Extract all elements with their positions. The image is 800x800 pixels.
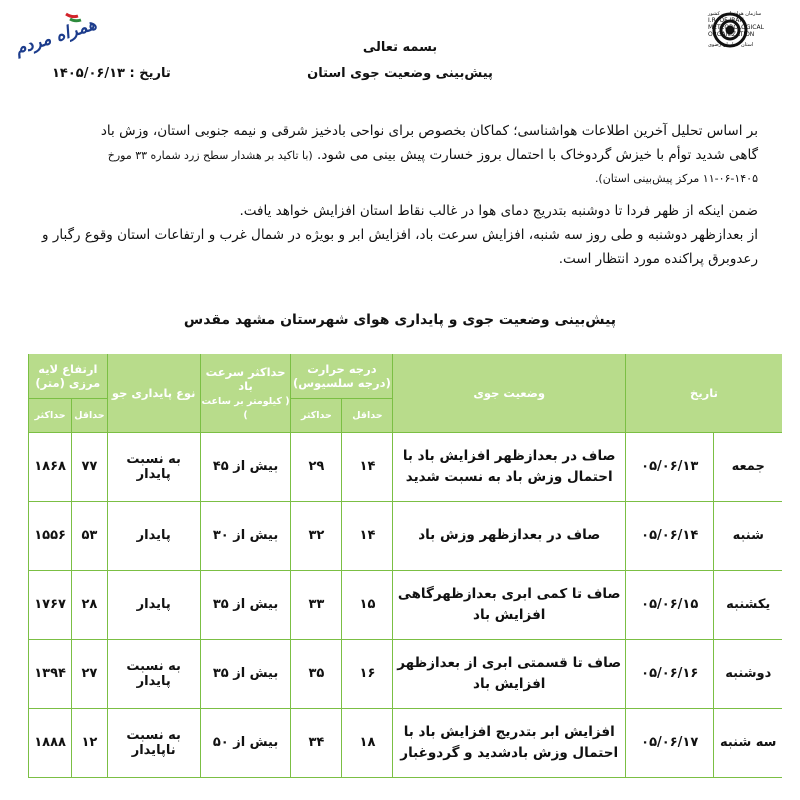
header-temp-min: حداقل <box>342 398 393 432</box>
wind-cell: بیش از ۳۰ <box>200 501 291 570</box>
p1-line-2: گاهی شدید توأم با خیزش گردوخاک با احتمال بروز خسارت پیش بینی می شود. <box>317 146 758 163</box>
svg-text:استان خراسان رضوی: استان خراسان رضوی <box>708 42 754 48</box>
table-row <box>29 432 783 501</box>
date-value: ۱۴۰۵/۰۶/۱۳ <box>52 66 125 81</box>
report-date <box>52 66 171 81</box>
forecast-paragraph-2: ضمن اینکه از ظهر فردا تا دوشنبه بتدریج دمای هوا در غالب نقاط استان افزایش خواهد یافت. <box>239 203 758 219</box>
layer-max-cell: ۱۷۶۷ <box>29 570 72 639</box>
date-cell: ۰۵/۰۶/۱۷ <box>625 708 713 777</box>
day-cell: یکشنبه <box>714 570 782 639</box>
header-wind-label: حداکثر سرعت باد <box>205 364 286 393</box>
temp-min-cell: ۱۸ <box>342 708 393 777</box>
layer-max-cell: ۱۸۸۸ <box>29 708 72 777</box>
bismillah-heading: بسمه تعالی <box>362 40 438 55</box>
p3-line-2: رعدوبرق پراکنده مورد انتظار است. <box>558 250 758 267</box>
layer-min-cell: ۲۷ <box>72 639 107 708</box>
temp-max-cell: ۳۳ <box>291 570 342 639</box>
stability-cell: به نسبت پایدار <box>107 432 200 501</box>
condition-cell: افزایش ابر بتدریج افزایش باد با احتمال وزش بادشدید و گردوغبار <box>393 708 626 777</box>
header-temp-max: حداکثر <box>291 398 342 432</box>
date-label: تاریخ : <box>129 66 171 81</box>
day-cell: سه شنبه <box>714 708 782 777</box>
forecast-paragraph-3 <box>42 224 758 271</box>
layer-max-cell: ۱۵۵۶ <box>29 501 72 570</box>
layer-max-cell: ۱۳۹۴ <box>29 639 72 708</box>
header-condition: وضعیت جوی <box>393 354 626 432</box>
day-cell: دوشنبه <box>714 639 782 708</box>
wind-cell: بیش از ۵۰ <box>200 708 291 777</box>
stability-cell: به نسبت ناپایدار <box>107 708 200 777</box>
temp-min-cell: ۱۵ <box>342 570 393 639</box>
date-cell: ۰۵/۰۶/۱۶ <box>625 639 713 708</box>
header-temperature <box>291 354 393 398</box>
forecast-table <box>28 354 782 778</box>
forecast-paragraph-1 <box>42 120 758 191</box>
svg-text:سازمان هواشناسی کشور: سازمان هواشناسی کشور <box>708 11 762 17</box>
header-temp-label: درجه حرارت <box>307 361 377 376</box>
temp-max-cell: ۳۵ <box>291 639 342 708</box>
wind-cell: بیش از ۴۵ <box>200 432 291 501</box>
date-cell: ۰۵/۰۶/۱۴ <box>625 501 713 570</box>
table-row <box>29 639 783 708</box>
header-wind-unit: ( کیلومتر بر ساعت ) <box>201 395 290 421</box>
page-title: پیش‌بینی وضعیت جوی استان <box>307 66 493 81</box>
header-temp-unit: (درجه سلسیوس) <box>293 375 391 390</box>
wind-cell: بیش از ۳۵ <box>200 570 291 639</box>
svg-text:همراه مردم: همراه مردم <box>12 14 100 60</box>
header-layer-max: حداکثر <box>29 398 72 432</box>
layer-min-cell: ۵۳ <box>72 501 107 570</box>
date-cell: ۰۵/۰۶/۱۵ <box>625 570 713 639</box>
condition-cell: صاف در بعدازظهر وزش باد <box>393 501 626 570</box>
day-cell: جمعه <box>714 432 782 501</box>
p1-note-1: (با تاکید بر هشدار سطح زرد شماره ۳۳ مورخ <box>107 148 313 162</box>
header-wind <box>200 354 291 432</box>
temp-min-cell: ۱۶ <box>342 639 393 708</box>
temp-max-cell: ۳۲ <box>291 501 342 570</box>
table-row <box>29 501 783 570</box>
p1-note-2: ۱۱-۰۶-۱۴۰۵ مرکز پیش‌بینی استان). <box>594 172 758 185</box>
header-layer-height: ارتفاع لایه مرزی (متر) <box>29 354 108 398</box>
temp-max-cell: ۲۹ <box>291 432 342 501</box>
stability-cell: پایدار <box>107 570 200 639</box>
temp-max-cell: ۳۴ <box>291 708 342 777</box>
table-title: پیش‌بینی وضعیت جوی و پایداری هوای شهرستان مشهد مقدس <box>183 312 617 328</box>
p3-line-1: از بعدازظهر دوشنبه و طی روز سه شنبه، افزایش سرعت باد، افزایش ابر و بویژه در شمال غرب و ارتفاعات استان وقوع رگبار و <box>42 227 758 243</box>
svg-text:I.R. OF IRAN: I.R. OF IRAN <box>708 17 744 24</box>
header-stability: نوع پایداری جو <box>107 354 200 432</box>
temp-min-cell: ۱۴ <box>342 432 393 501</box>
stability-cell: پایدار <box>107 501 200 570</box>
header-date: تاریخ <box>625 354 782 432</box>
p1-line-1: بر اساس تحلیل آخرین اطلاعات هواشناسی؛ کماکان بخصوص برای نواحی بادخیز شرقی و نیمه جنوبی استان، وزش باد <box>100 123 758 139</box>
layer-min-cell: ۲۸ <box>72 570 107 639</box>
table-row <box>29 708 783 777</box>
condition-cell: صاف تا کمی ابری بعدازظهرگاهی افزایش باد <box>393 570 626 639</box>
day-cell: شنبه <box>714 501 782 570</box>
layer-min-cell: ۷۷ <box>72 432 107 501</box>
layer-max-cell: ۱۸۶۸ <box>29 432 72 501</box>
svg-text:METEOROLOGICAL: METEOROLOGICAL <box>708 24 764 31</box>
header-layer-min: حداقل <box>72 398 107 432</box>
wind-cell: بیش از ۳۵ <box>200 639 291 708</box>
condition-cell: صاف تا قسمتی ابری از بعدازظهر افزایش باد <box>393 639 626 708</box>
layer-min-cell: ۱۲ <box>72 708 107 777</box>
condition-cell: صاف در بعدازظهر افزایش باد با احتمال وزش باد به نسبت شدید <box>393 432 626 501</box>
date-cell: ۰۵/۰۶/۱۳ <box>625 432 713 501</box>
table-row <box>29 570 783 639</box>
svg-text:ORGANIZATION: ORGANIZATION <box>708 31 755 38</box>
temp-min-cell: ۱۴ <box>342 501 393 570</box>
stability-cell: به نسبت پایدار <box>107 639 200 708</box>
